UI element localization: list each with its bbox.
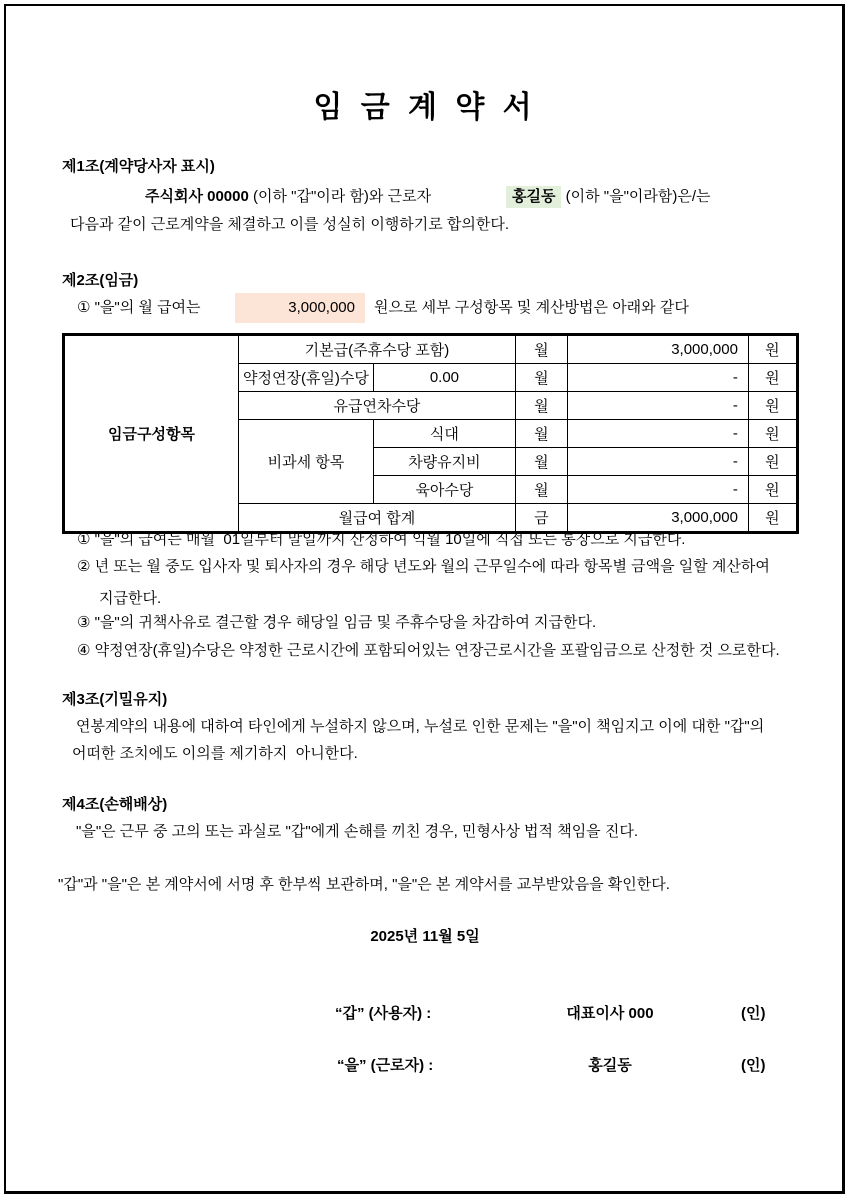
item-cell: 유급연차수당	[239, 392, 516, 420]
note-line: ④ 약정연장(휴일)수당은 약정한 근로시간에 포함되어있는 연장근로시간을 포괄임금으로 산정한 것 으로한다.	[77, 642, 780, 659]
employee-seal-label: (인)	[741, 1057, 766, 1074]
period-cell: 월	[515, 476, 567, 504]
note-line: ② 년 또는 월 중도 입사자 및 퇴사자의 경우 해당 년도와 월의 근무일수에 따라 항목별 금액을 일할 계산하여	[77, 558, 770, 575]
salary-clause-suffix: 원으로 세부 구성항목 및 계산방법은 아래와 같다	[374, 299, 689, 316]
salary-clause-prefix: ① "을"의 월 급여는	[77, 299, 201, 316]
worker-clause: (이하 "을"이라함)은/는	[561, 188, 711, 205]
employer-name: 대표이사 000	[566, 1005, 654, 1022]
item-cell: 식대	[373, 420, 515, 448]
amount-cell: -	[567, 364, 748, 392]
closing-line: "갑"과 "을"은 본 계약서에 서명 후 한부씩 보관하며, "을"은 본 계약서를 교부받았음을 확인한다.	[58, 876, 670, 893]
salary-clause-line	[0, 293, 850, 323]
worker-name-highlight: 홍길동	[506, 186, 561, 208]
signature-row-employee	[0, 1054, 850, 1078]
section1-heading: 제1조(계약당사자 표시)	[62, 158, 215, 175]
employee-name: 홍길동	[588, 1057, 632, 1074]
worker-group	[506, 183, 711, 211]
unit-cell: 원	[748, 504, 797, 533]
confidentiality-line-1: 연봉계약의 내용에 대하여 타인에게 누설하지 않으며, 누설로 인한 문제는 "을"이 책임지고 이에 대한 "갑"의	[76, 718, 765, 735]
section4-heading: 제4조(손해배상)	[62, 796, 168, 813]
employer-seal-label: (인)	[741, 1005, 766, 1022]
damages-line: "을"은 근무 중 고의 또는 과실로 "갑"에게 손해를 끼친 경우, 민형사상 법적 책임을 진다.	[76, 823, 638, 840]
item-cell: 기본급(주휴수당 포함)	[239, 335, 516, 364]
company-clause: (이하 "갑"이라 함)와 근로자	[248, 188, 432, 205]
salary-amount-highlight: 3,000,000	[235, 293, 365, 323]
amount-cell: -	[567, 476, 748, 504]
note-line: 지급한다.	[99, 590, 162, 607]
wage-components-header: 임금구성항목	[64, 335, 239, 533]
amount-cell: -	[567, 420, 748, 448]
item-cell: 육아수당	[373, 476, 515, 504]
period-cell: 금	[515, 504, 567, 533]
section1-parties-line	[0, 183, 850, 211]
period-cell: 월	[515, 448, 567, 476]
agreement-line: 다음과 같이 근로계약을 체결하고 이를 성실히 이행하기로 합의한다.	[70, 216, 510, 233]
period-cell: 월	[515, 335, 567, 364]
amount-cell: 3,000,000	[567, 335, 748, 364]
period-cell: 월	[515, 364, 567, 392]
item-cell: 약정연장(휴일)수당	[239, 364, 374, 392]
section2-heading: 제2조(임금)	[62, 272, 139, 289]
period-cell: 월	[515, 392, 567, 420]
unit-cell: 원	[748, 476, 797, 504]
item-cell: 차량유지비	[373, 448, 515, 476]
table-row	[64, 335, 798, 364]
salary-table	[62, 333, 799, 534]
value-cell: 0.00	[373, 364, 515, 392]
page-title: 임 금 계 약 서	[313, 91, 537, 124]
note-line: ① "을"의 급여는 매월 01일부터 말일까지 산정하여 익월 10일에 직접 또는 통장으로 지급한다.	[77, 531, 686, 548]
confidentiality-line-2: 어떠한 조치에도 이의를 제기하지 아니한다.	[72, 745, 358, 762]
unit-cell: 원	[748, 448, 797, 476]
amount-cell: -	[567, 448, 748, 476]
signature-row-employer	[0, 1002, 850, 1026]
item-cell: 월급여 합계	[239, 504, 516, 533]
employer-label: “갑” (사용자) :	[335, 1005, 432, 1022]
period-cell: 월	[515, 420, 567, 448]
unit-cell: 원	[748, 392, 797, 420]
unit-cell: 원	[748, 364, 797, 392]
group-cell: 비과세 항목	[239, 420, 374, 504]
company-group	[145, 183, 431, 211]
section3-heading: 제3조(기밀유지)	[62, 691, 168, 708]
amount-cell: 3,000,000	[567, 504, 748, 533]
unit-cell: 원	[748, 420, 797, 448]
contract-date: 2025년 11월 5일	[370, 928, 480, 945]
note-line: ③ "을"의 귀책사유로 결근할 경우 해당일 임금 및 주휴수당을 차감하여 지급한다.	[77, 614, 597, 631]
unit-cell: 원	[748, 335, 797, 364]
amount-cell: -	[567, 392, 748, 420]
company-name: 주식회사 00000	[145, 188, 249, 205]
employee-label: “을” (근로자) :	[337, 1057, 434, 1074]
